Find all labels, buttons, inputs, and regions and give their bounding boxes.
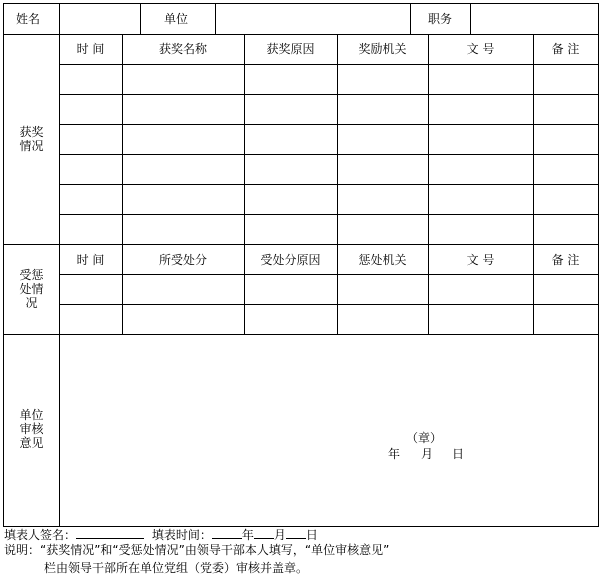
punish-col-reason: 受处分原因 [260,253,321,267]
award-col-reason: 获奖原因 [266,42,315,56]
punish-col-doc-no: 文 号 [466,253,495,267]
review-day-label: 日 [452,447,465,461]
unit-field[interactable] [216,5,409,33]
header-divider [140,4,141,34]
review-year-label: 年 [388,447,401,461]
name-label: 姓名 [16,12,41,26]
footer-note-line-1: 说明：“获奖情况”和“受惩处情况”由领导干部本人填写，“单位审核意见” [4,543,390,557]
fill-date-label: 填表时间： [151,528,212,542]
filler-signature-blank[interactable] [76,527,144,539]
review-month-label: 月 [421,447,434,461]
review-section-label: 单位 审核 意见 [19,408,44,450]
fill-day-label: 日 [305,528,318,542]
position-field[interactable] [471,5,597,33]
punishments-section-label: 受惩 处情 况 [19,268,44,310]
unit-label: 单位 [164,12,189,26]
header-row-bottom-line [4,34,598,35]
fill-year-label: 年 [241,528,254,542]
award-col-time: 时 间 [76,42,105,56]
punish-entry-area[interactable] [60,275,598,333]
footer-note-line-2: 栏由领导干部所在单位党组（党委）审核并盖章。 [44,561,309,575]
fill-day-blank[interactable] [286,527,306,539]
awards-section-label: 获奖 情况 [19,125,44,153]
fill-year-blank[interactable] [212,527,242,539]
award-col-remark: 备 注 [551,42,580,56]
fill-month-blank[interactable] [254,527,274,539]
award-section-bottom-line [4,244,598,245]
review-opinion-area[interactable] [60,335,598,525]
punish-col-authority: 惩处机关 [358,253,407,267]
record-form [3,3,599,527]
header-divider [410,4,411,34]
award-col-authority: 奖励机关 [358,42,407,56]
fill-month-label: 月 [273,528,286,542]
punish-col-time: 时 间 [76,253,105,267]
name-field[interactable] [60,5,139,33]
position-label: 职务 [428,12,453,26]
punish-col-penalty: 所受处分 [158,253,207,267]
award-col-name: 获奖名称 [158,42,207,56]
filler-signature-label: 填表人签名： [4,528,77,542]
punish-col-remark: 备 注 [551,253,580,267]
award-entry-area[interactable] [60,65,598,243]
seal-text: （章） [406,431,443,445]
award-col-doc-no: 文 号 [466,42,495,56]
footer-sign-line [4,527,318,542]
